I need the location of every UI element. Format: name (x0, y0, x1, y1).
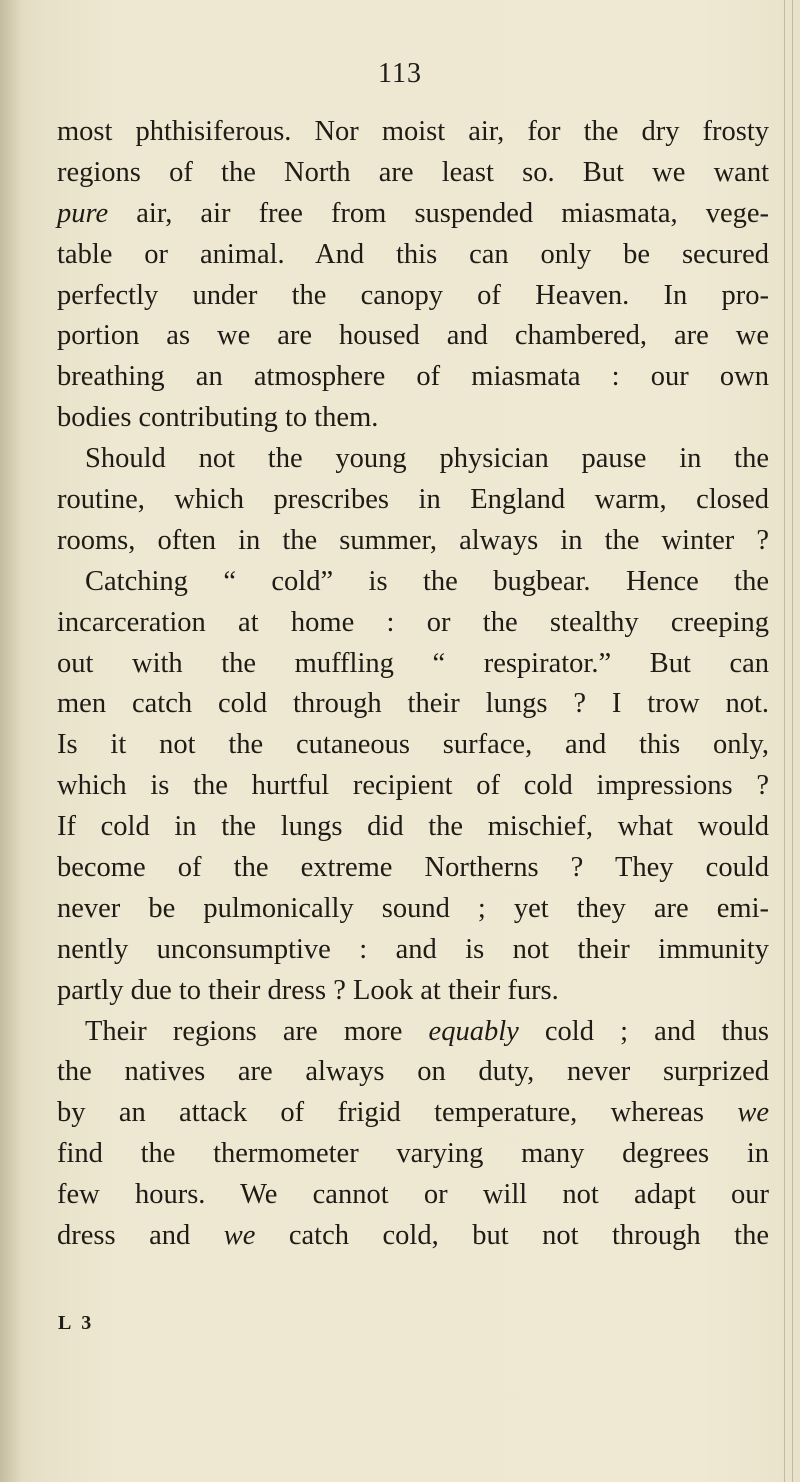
text-line: never be pulmonically sound ; yet they are emi- (57, 892, 769, 924)
text-line: men catch cold through their lungs ? I trow not. (57, 688, 769, 720)
text-line: Should not the young physician pause in the (85, 443, 769, 475)
text-line: incarceration at home : or the stealthy creeping (57, 606, 769, 638)
text-line: portion as we are housed and chambered, are we (57, 320, 769, 352)
text-line: become of the extreme Northerns ? They could (57, 852, 769, 884)
text-line: partly due to their dress ? Look at their furs. (57, 974, 559, 1006)
page-number: 113 (378, 58, 422, 89)
text-line: by an attack of frigid temperature, whereas we (57, 1097, 769, 1129)
text-line: few hours. We cannot or will not adapt our (57, 1179, 769, 1211)
italic-text: we (223, 1220, 256, 1252)
signature-mark: L 3 (58, 1312, 95, 1334)
text-line: Is it not the cutaneous surface, and this only, (57, 729, 769, 761)
italic-text: we (737, 1097, 769, 1129)
text-line: find the thermometer varying many degrees in (57, 1138, 769, 1170)
italic-text: equably (428, 1015, 519, 1047)
text-line: dress and we catch cold, but not through the (57, 1220, 769, 1252)
text-line: Their regions are more equably cold ; and thus (85, 1015, 769, 1047)
page-edge (792, 0, 793, 1482)
text-line: nently unconsumptive : and is not their immunity (57, 933, 769, 965)
text-line: the natives are always on duty, never surprized (57, 1056, 769, 1088)
text-line: regions of the North are least so. But we want (57, 156, 769, 188)
text-line: which is the hurtful recipient of cold impressions ? (57, 770, 769, 802)
text-line: table or animal. And this can only be secured (57, 238, 769, 270)
text-line: pure air, air free from suspended miasmata, vege- (57, 197, 769, 229)
text-line: breathing an atmosphere of miasmata : our own (57, 361, 769, 393)
body-text (57, 112, 769, 1257)
text-line: If cold in the lungs did the mischief, what would (57, 811, 769, 843)
text-line: rooms, often in the summer, always in the winter ? (57, 524, 769, 556)
page-edge (784, 0, 785, 1482)
text-line: most phthisiferous. Nor moist air, for the dry frosty (57, 116, 769, 147)
gutter-shadow (0, 0, 22, 1482)
text-line: perfectly under the canopy of Heaven. In pro- (57, 279, 769, 311)
text-line: routine, which prescribes in England warm, closed (57, 484, 769, 516)
text-line: Catching “ cold” is the bugbear. Hence the (85, 565, 769, 597)
text-line: out with the muffling “ respirator.” But can (57, 647, 769, 679)
italic-text: pure (57, 197, 109, 229)
text-line: bodies contributing to them. (57, 402, 379, 434)
